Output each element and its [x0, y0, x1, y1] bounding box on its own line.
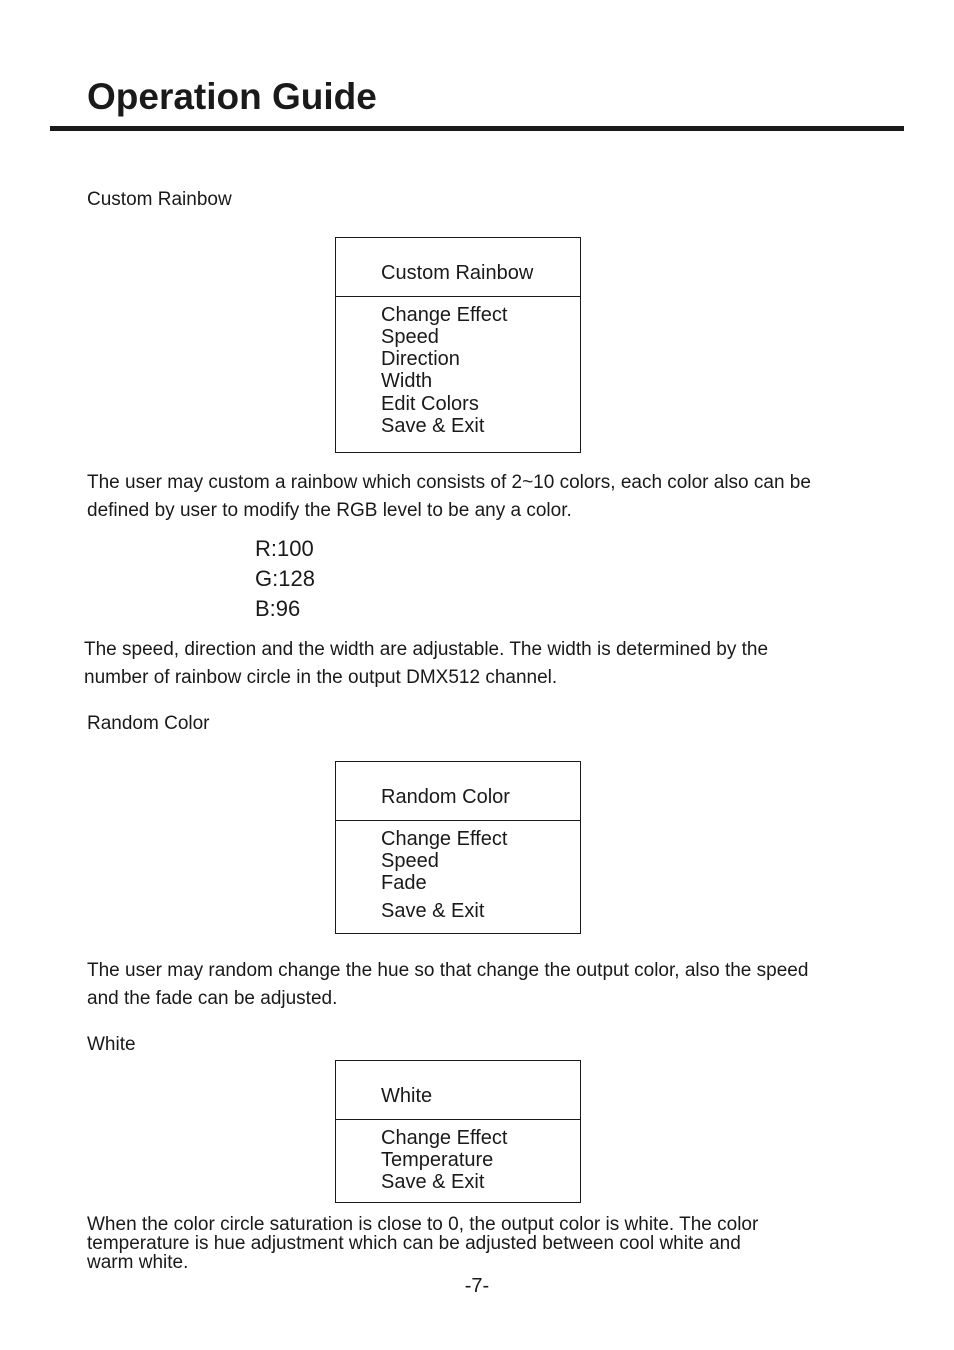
menu-item-change-effect[interactable]: Change Effect [381, 828, 508, 850]
menu-item-change-effect[interactable]: Change Effect [381, 1127, 508, 1149]
menu-item-save-exit[interactable]: Save & Exit [381, 415, 485, 437]
custom-rainbow-menu [335, 237, 581, 453]
menu-item-speed[interactable]: Speed [381, 326, 439, 348]
menu-title: White [381, 1085, 433, 1107]
section-label-random-color: Random Color [87, 713, 210, 734]
menu-title: Custom Rainbow [381, 262, 534, 284]
paragraph-line: warm white. [87, 1252, 189, 1273]
white-menu [335, 1060, 581, 1203]
menu-header [336, 762, 580, 821]
paragraph-line: defined by user to modify the RGB level to be any a color. [87, 500, 572, 521]
section-label-custom-rainbow: Custom Rainbow [87, 189, 232, 210]
menu-title: Random Color [381, 786, 510, 808]
menu-header [336, 238, 580, 297]
paragraph-line: When the color circle saturation is close to 0, the output color is white. The color [87, 1214, 759, 1235]
paragraph-line: The user may random change the hue so that change the output color, also the speed [87, 960, 809, 981]
menu-item-change-effect[interactable]: Change Effect [381, 304, 508, 326]
section-label-white: White [87, 1034, 136, 1055]
rgb-red-value: R:100 [255, 536, 314, 561]
random-color-menu [335, 761, 581, 934]
custom-rainbow-description-2 [84, 636, 768, 692]
white-description [87, 1215, 758, 1272]
page-title: Operation Guide [87, 76, 377, 117]
menu-item-temperature[interactable]: Temperature [381, 1149, 494, 1171]
menu-header [336, 1061, 580, 1120]
paragraph-line: and the fade can be adjusted. [87, 988, 338, 1009]
menu-item-edit-colors[interactable]: Edit Colors [381, 393, 479, 415]
menu-item-fade[interactable]: Fade [381, 872, 427, 894]
rgb-green-value: G:128 [255, 566, 315, 591]
menu-item-width[interactable]: Width [381, 370, 433, 392]
custom-rainbow-description [87, 469, 811, 525]
menu-item-speed[interactable]: Speed [381, 850, 439, 872]
menu-item-save-exit[interactable]: Save & Exit [381, 900, 485, 922]
paragraph-line: temperature is hue adjustment which can be adjusted between cool white and [87, 1233, 741, 1254]
menu-item-save-exit[interactable]: Save & Exit [381, 1171, 485, 1193]
paragraph-line: number of rainbow circle in the output DMX512 channel. [84, 667, 558, 688]
rgb-values [255, 534, 315, 624]
page-number: -7- [464, 1275, 490, 1297]
title-divider [50, 126, 904, 131]
paragraph-line: The speed, direction and the width are adjustable. The width is determined by the [84, 639, 769, 660]
random-color-description [87, 957, 808, 1013]
paragraph-line: The user may custom a rainbow which consists of 2~10 colors, each color also can be [87, 472, 811, 493]
menu-item-direction[interactable]: Direction [381, 348, 460, 370]
rgb-blue-value: B:96 [255, 596, 301, 621]
